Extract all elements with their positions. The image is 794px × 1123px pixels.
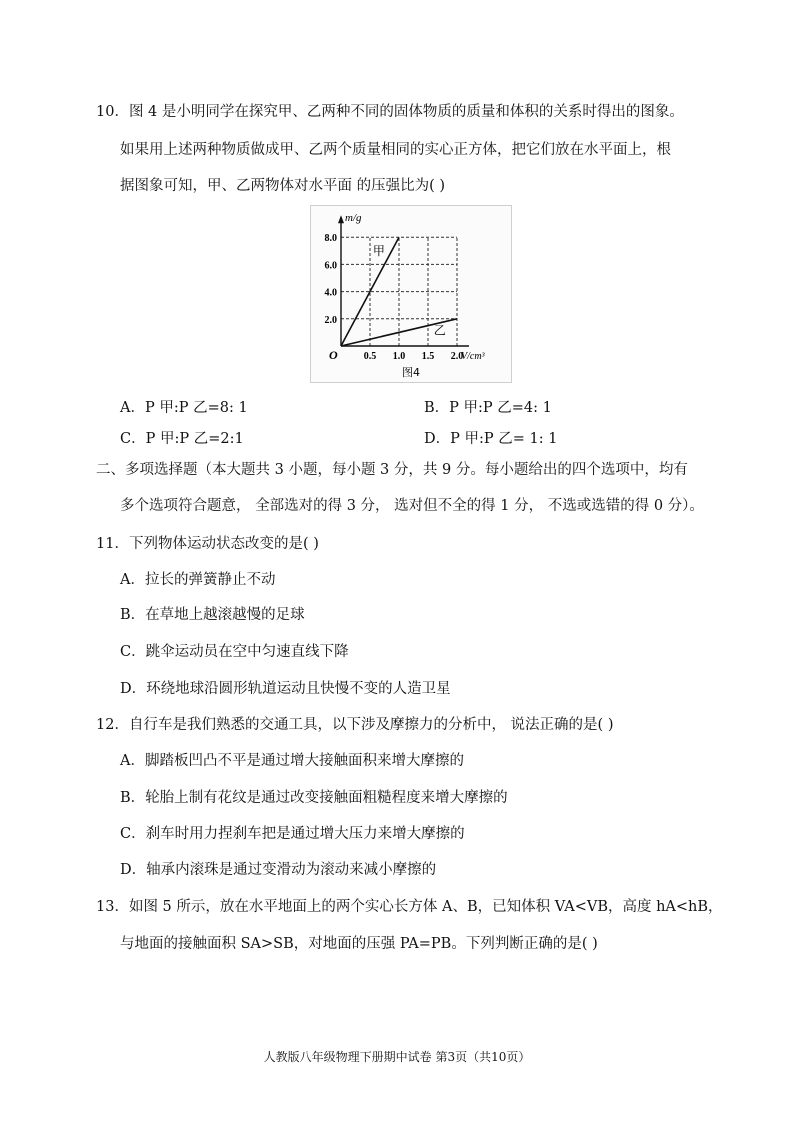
x-axis-label: V/cm³ xyxy=(461,351,485,362)
y-tick-label: 8.0 xyxy=(324,233,337,245)
series-label-jia: 甲 xyxy=(372,243,385,258)
origin-label: O xyxy=(329,348,338,362)
q10-line-2: 如果用上述两种物质做成甲、乙两个质量相同的实心正方体，把它们放在水平面上，根 xyxy=(120,142,671,158)
q11-option-b: B．在草地上越滚越慢的足球 xyxy=(120,607,305,623)
y-tick-label: 2.0 xyxy=(324,314,337,326)
q10-line-1: 10．图 4 是小明同学在探究甲、乙两种不同的固体物质的质量和体积的关系时得出的图象。 xyxy=(96,104,684,120)
q12-option-b: B．轮胎上制有花纹是通过改变接触面粗糙程度来增大摩擦的 xyxy=(120,790,508,806)
x-tick-label: 0.5 xyxy=(363,351,377,362)
q11-option-c: C．跳伞运动员在空中匀速直线下降 xyxy=(120,644,349,660)
figure-caption: 图4 xyxy=(402,366,420,379)
q12-stem: 12．自行车是我们熟悉的交通工具，以下涉及摩擦力的分析中， 说法正确的是( ) xyxy=(96,717,614,733)
y-axis-label: m/g xyxy=(345,212,362,225)
x-tick-label: 1.0 xyxy=(392,351,406,362)
section-2-heading-line-1: 二、多项选择题（本大题共 3 小题，每小题 3 分，共 9 分。每小题给出的四个选项中，均有 xyxy=(96,462,688,478)
q13-line-2: 与地面的接触面积 SA>SB，对地面的压强 PA=PB。下列判断正确的是( ) xyxy=(120,936,598,952)
x-tick-label: 2.0 xyxy=(450,351,464,362)
q12-option-c: C．刹车时用力捏刹车把是通过增大压力来增大摩擦的 xyxy=(120,826,465,842)
q10-option-c: C．P 甲:P 乙=2:1 xyxy=(120,431,244,447)
series-label-yi: 乙 xyxy=(433,323,446,338)
q11-stem: 11．下列物体运动状态改变的是( ) xyxy=(96,536,319,552)
q12-option-d: D．轴承内滚珠是通过变滑动为滚动来减小摩擦的 xyxy=(120,862,437,878)
q10-option-d: D．P 甲:P 乙= 1: 1 xyxy=(424,431,558,447)
q10-line-3: 据图象可知，甲、乙两物体对水平面 的压强比为( ) xyxy=(120,178,446,194)
y-tick-label: 4.0 xyxy=(324,287,337,299)
q12-option-a: A．脚踏板凹凸不平是通过增大接触面积来增大摩擦的 xyxy=(120,753,464,769)
q10-option-a: A．P 甲:P 乙=8: 1 xyxy=(120,400,248,416)
figure-4-chart xyxy=(310,205,512,383)
page-footer: 人教版八年级物理下册期中试卷 第3页（共10页） xyxy=(263,1050,531,1064)
y-tick-label: 6.0 xyxy=(324,260,337,272)
x-tick-label: 1.5 xyxy=(421,351,435,362)
q11-option-d: D．环绕地球沿圆形轨道运动且快慢不变的人造卫星 xyxy=(120,681,451,697)
q11-option-a: A．拉长的弹簧静止不动 xyxy=(120,572,276,588)
section-2-heading-line-2: 多个选项符合题意， 全部选对的得 3 分， 选对但不全的得 1 分， 不选或选错的得 0 分）。 xyxy=(120,498,704,514)
q13-line-1: 13．如图 5 所示，放在水平地面上的两个实心长方体 A、B，已知体积 VA<VB，高度 hA<hB， xyxy=(96,899,723,915)
y-axis-arrow xyxy=(338,215,344,223)
q10-option-b: B．P 甲:P 乙=4: 1 xyxy=(424,400,552,416)
